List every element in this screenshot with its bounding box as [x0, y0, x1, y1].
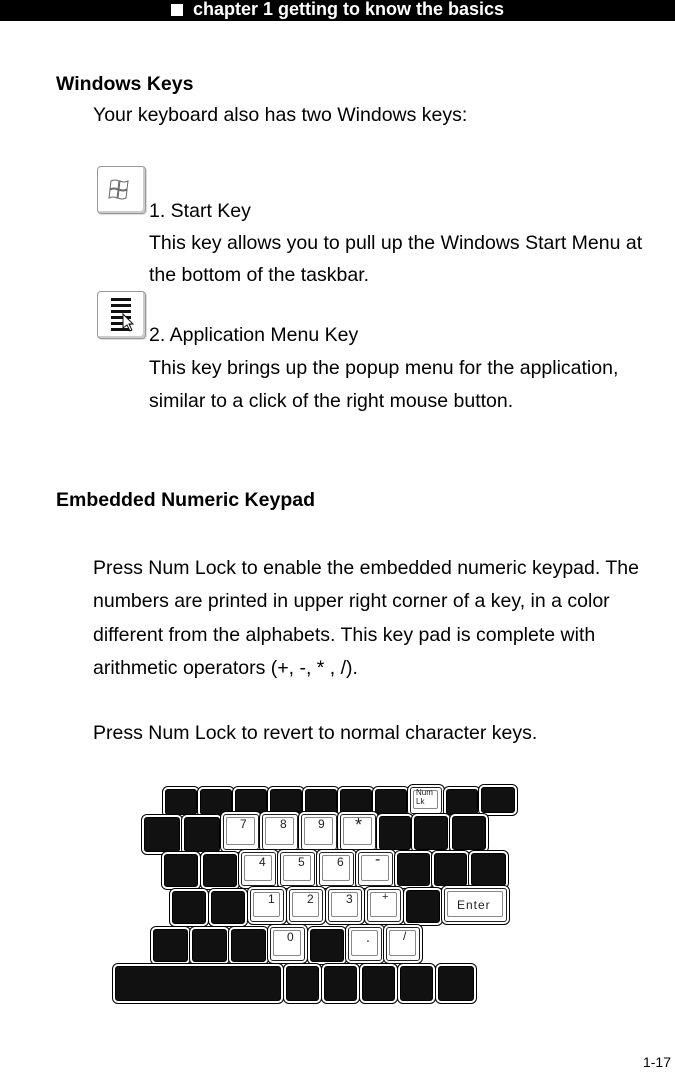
key-decimal-label: .	[366, 929, 370, 945]
enter-key-label: Enter	[457, 898, 491, 912]
numpad-para1-line2: numbers are printed in upper right corner of a key, in a color	[93, 590, 610, 612]
keyboard-key	[438, 966, 474, 1001]
keyboard-key	[481, 787, 515, 813]
start-key-desc-1: This key allows you to pull up the Windows Start Menu at	[149, 232, 643, 254]
numpad-para2: Press Num Lock to revert to normal character keys.	[93, 722, 538, 744]
keyboard-key	[164, 854, 198, 887]
key-6-label: 6	[337, 855, 344, 869]
key-0-label: 0	[287, 930, 294, 944]
key-plus-label: +	[382, 891, 389, 903]
keyboard-key	[310, 929, 344, 962]
keyboard-key	[153, 929, 188, 962]
numpad-para1-line4: arithmetic operators (+, -, * , /).	[93, 657, 358, 679]
chapter-header	[0, 0, 675, 21]
keyboard-key	[286, 966, 319, 1001]
keyboard-key	[434, 853, 467, 886]
app-key-desc-2: similar to a click of the right mouse button.	[149, 390, 514, 412]
num-lock-label-2: Lk	[416, 797, 425, 806]
windows-logo-icon	[98, 167, 145, 213]
keyboard-key	[172, 891, 206, 924]
key-minus-label: -	[375, 851, 381, 868]
square-bullet-icon	[171, 4, 183, 16]
app-key-desc-1: This key brings up the popup menu for the application,	[149, 357, 619, 379]
keyboard-key	[375, 789, 407, 815]
page-number: 1-17	[642, 1054, 671, 1070]
keyboard-key	[340, 789, 372, 815]
keyboard-key	[397, 853, 430, 886]
numpad-para1-line3: different from the alphabets. This key pad is complete with	[93, 624, 596, 646]
start-key-desc-2: the bottom of the taskbar.	[149, 264, 370, 286]
keyboard-key	[235, 789, 267, 815]
keyboard-key	[406, 890, 440, 923]
key-2-label: 2	[307, 892, 314, 906]
windows-keys-intro: Your keyboard also has two Windows keys:	[93, 104, 468, 126]
app-key-title: 2. Application Menu Key	[149, 324, 359, 346]
keyboard-key	[414, 816, 448, 850]
keyboard-key	[203, 854, 237, 887]
key-5-label: 5	[298, 855, 305, 869]
keyboard-key	[379, 816, 411, 850]
application-key-icon	[97, 291, 146, 339]
key-7-label: 7	[240, 817, 247, 831]
num-lock-label-1: Num	[416, 788, 433, 797]
key-decimal	[348, 927, 382, 961]
chapter-title: chapter 1 getting to know the basics	[192, 0, 505, 19]
key-3-label: 3	[346, 892, 353, 906]
numpad-heading: Embedded Numeric Keypad	[56, 489, 315, 511]
key-3	[328, 889, 362, 922]
key-2	[289, 889, 323, 922]
keyboard-key	[446, 789, 478, 815]
keyboard-key	[362, 966, 395, 1001]
keyboard-key	[184, 817, 220, 852]
key-1-label: 1	[268, 892, 275, 906]
keyboard-key	[165, 789, 197, 815]
keyboard-key	[192, 929, 227, 962]
space-bar-key	[115, 966, 281, 1001]
key-multiply-label: *	[355, 815, 363, 835]
windows-key-icon	[97, 166, 146, 214]
key-9-label: 9	[318, 817, 325, 831]
key-4-label: 4	[259, 855, 266, 869]
keyboard-key	[305, 789, 337, 815]
key-divide-label: /	[403, 929, 407, 943]
start-key-title: 1. Start Key	[149, 200, 251, 222]
application-menu-icon	[98, 292, 145, 338]
keyboard-key	[211, 891, 245, 924]
keyboard-key	[452, 816, 486, 850]
key-1	[250, 889, 284, 922]
keyboard-key	[400, 966, 433, 1001]
keyboard-key	[270, 789, 302, 815]
keyboard-key	[144, 817, 180, 852]
keyboard-key	[231, 929, 266, 962]
keyboard-key	[200, 789, 232, 815]
numpad-para1-line1: Press Num Lock to enable the embedded numeric keypad. The	[93, 557, 639, 579]
key-8-label: 8	[280, 817, 287, 831]
keyboard-key	[324, 966, 357, 1001]
keyboard-key	[471, 853, 506, 886]
windows-keys-heading: Windows Keys	[56, 73, 194, 95]
